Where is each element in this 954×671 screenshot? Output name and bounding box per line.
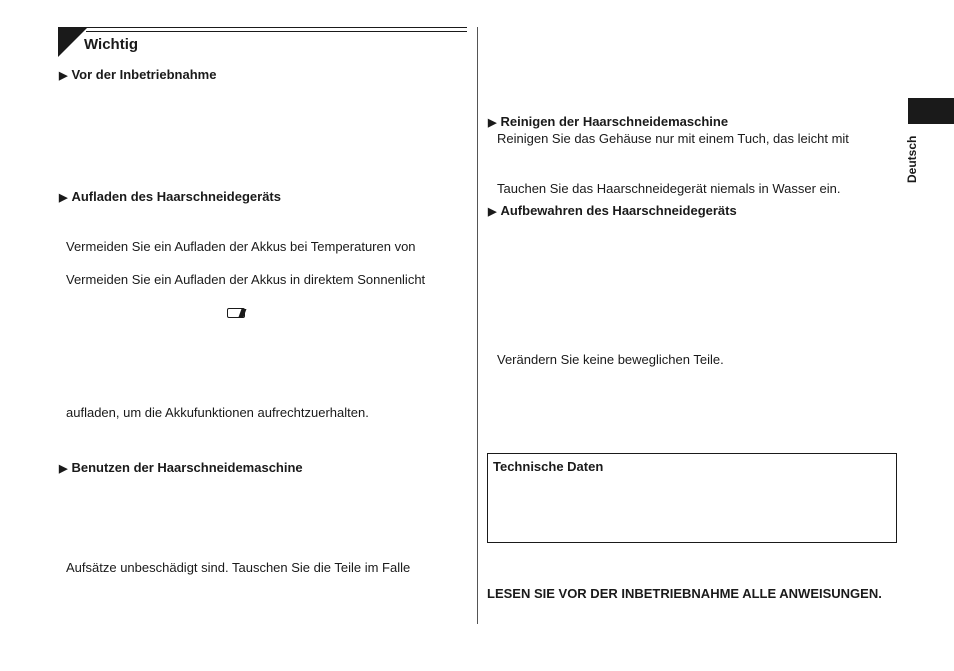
- section-heading-cleaning: ▶ Reinigen der Haarschneidemaschine: [488, 114, 729, 129]
- section-heading-usage: ▶ Benutzen der Haarschneidemaschine: [59, 460, 303, 475]
- charging-text-sunlight: Vermeiden Sie ein Aufladen der Akkus in direktem Sonnenlicht: [66, 272, 426, 287]
- section-heading-charging: ▶ Aufladen des Haarschneidegeräts: [59, 189, 281, 204]
- storage-text-parts: Verändern Sie keine beweglichen Teile.: [497, 352, 724, 367]
- column-divider: [477, 27, 478, 624]
- battery-low-icon: [227, 308, 245, 318]
- technical-data-box: [487, 453, 897, 543]
- section-heading-storage: ▶ Aufbewahren des Haarschneidegeräts: [488, 203, 737, 218]
- arrow-right-icon: ▶: [488, 206, 497, 218]
- header-rule-top: [86, 27, 467, 28]
- read-instructions-notice: LESEN SIE VOR DER INBETRIEBNAHME ALLE ANWEISUNGEN.: [487, 586, 882, 601]
- technical-data-title: Technische Daten: [493, 459, 604, 474]
- language-tab-label: Deutsch: [905, 135, 919, 183]
- arrow-right-icon: ▶: [488, 117, 497, 129]
- arrow-right-icon: ▶: [59, 192, 68, 204]
- page-title: Wichtig: [84, 36, 139, 53]
- arrow-right-icon: ▶: [59, 463, 68, 475]
- language-tab-marker: [908, 98, 954, 124]
- charging-text-maintain: aufladen, um die Akkufunktionen aufrechtzuerhalten.: [66, 405, 369, 420]
- charging-text-temperature: Vermeiden Sie ein Aufladen der Akkus bei Temperaturen von: [66, 239, 416, 254]
- section-heading-before-use: ▶ Vor der Inbetriebnahme: [59, 67, 217, 82]
- header-rule-bottom: [86, 31, 467, 32]
- cleaning-text-water: Tauchen Sie das Haarschneidegerät niemals in Wasser ein.: [497, 181, 841, 196]
- cleaning-text-cloth: Reinigen Sie das Gehäuse nur mit einem Tuch, das leicht mit: [497, 131, 849, 146]
- usage-text-attachments: Aufsätze unbeschädigt sind. Tauschen Sie die Teile im Falle: [66, 560, 411, 575]
- arrow-right-icon: ▶: [59, 70, 68, 82]
